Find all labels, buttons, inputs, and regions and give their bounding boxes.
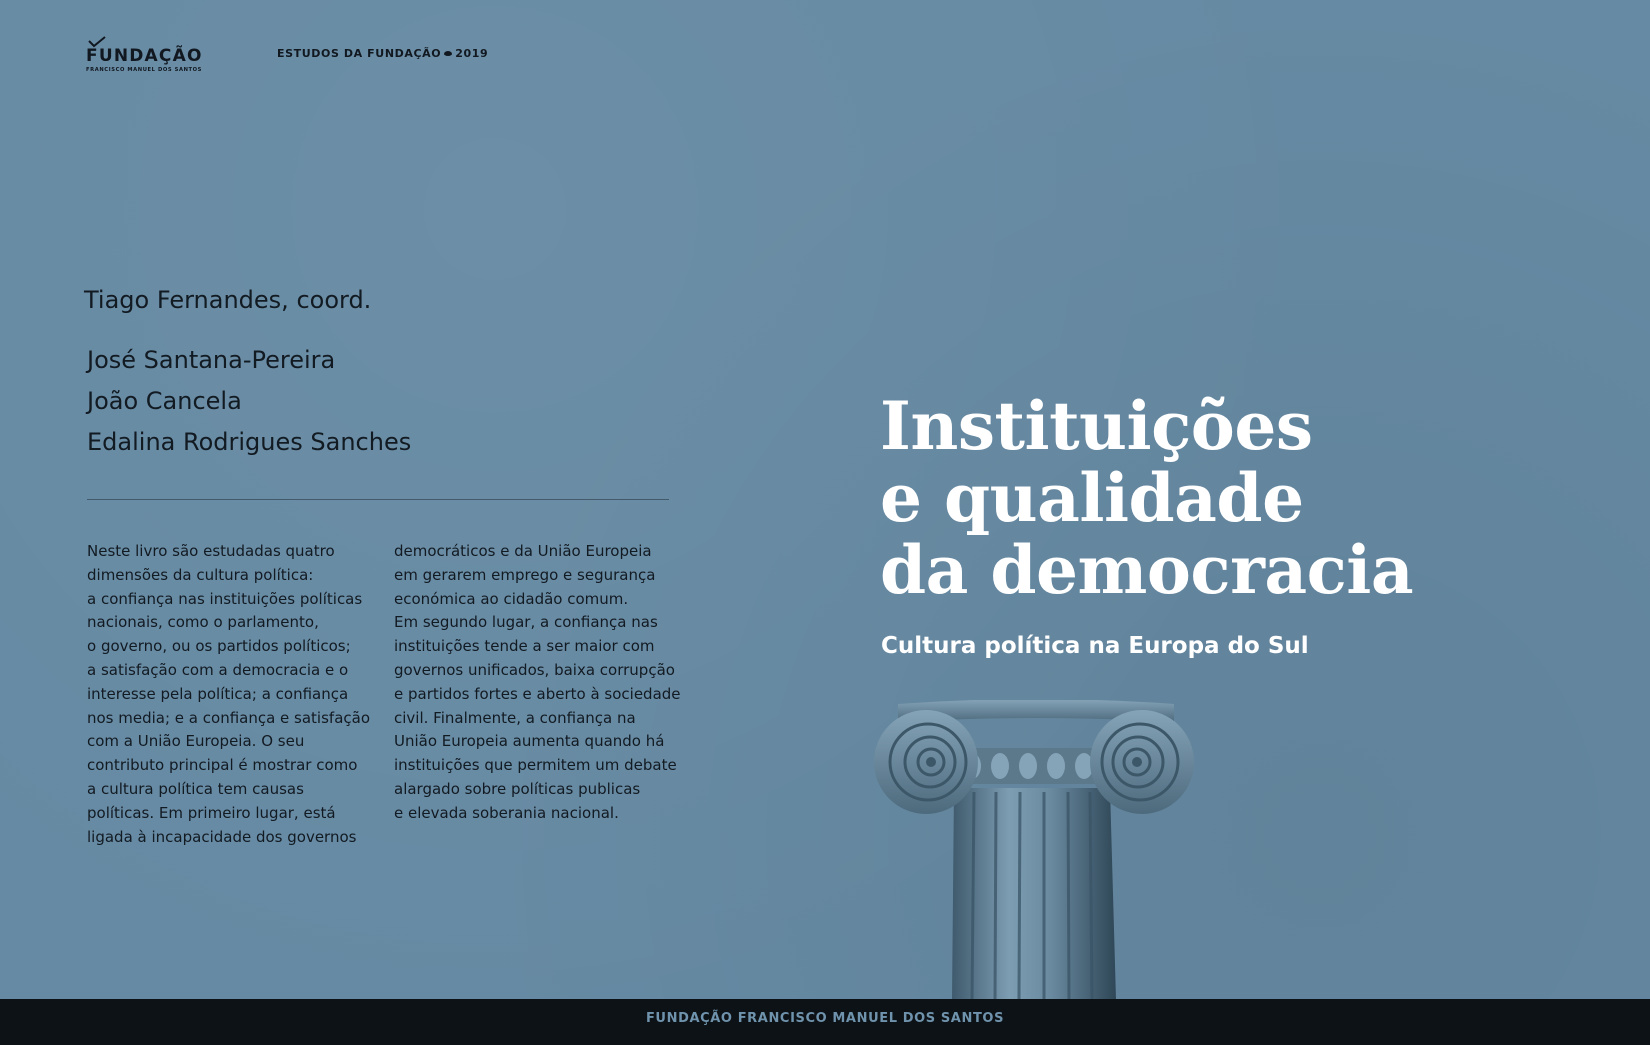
blurb-text-left: Neste livro são estudadas quatro dimensões da cultura política: a confiança nas instituições políticas nacionais, como o parlamento, o governo, ou os partidos políticos; a satisfação com a democracia e o interesse pela política; a confiança nos media; e a confiança e satisfação com a União Europeia. O seu contributo principal é mostrar como a cultura política tem causas políticas. Em primeiro lugar, está ligada à incapacidade dos governos [87,542,371,846]
footer-bar [0,999,1650,1045]
title-line: da democracia [880,531,1414,609]
series-label [277,47,488,60]
logo-subline: FRANCISCO MANUEL DOS SANTOS [86,67,203,73]
series-year: 2019 [455,47,489,60]
blurb-text-right: democráticos e da União Europeia em gerarem emprego e segurança económica ao cidadão comum. Em segundo lugar, a confiança nas instituições tende a ser maior com governos unificados, baixa corrupção e partidos fortes e aberto à sociedade civil. Finalmente, a confiança na União Europeia aumenta quando há instituições que permitem um debate alargado sobre políticas publicas e elevada soberania nacional. [394,542,681,822]
author-list [87,340,411,463]
title-line: Instituições [880,387,1313,465]
coordinator-name: Tiago Fernandes, coord. [84,286,372,314]
book-title [880,387,1414,609]
publisher-logo [86,36,206,76]
author-name: Edalina Rodrigues Sanches [87,428,412,456]
blurb-column-left [87,540,387,849]
blurb-column-right [394,540,694,826]
author-name: João Cancela [87,387,242,415]
author-name: José Santana-Pereira [87,346,336,374]
series-name: ESTUDOS DA FUNDAÇÃO [277,47,442,60]
ionic-column-icon [874,700,1194,1000]
divider [87,499,669,500]
footer-publisher: FUNDAÇÃO FRANCISCO MANUEL DOS SANTOS [645,1011,1005,1026]
book-subtitle: Cultura política na Europa do Sul [881,633,1309,659]
bullet-icon [444,51,452,56]
logo-wordmark: FUNDAÇÃO [86,46,203,66]
title-line: e qualidade [880,459,1304,537]
